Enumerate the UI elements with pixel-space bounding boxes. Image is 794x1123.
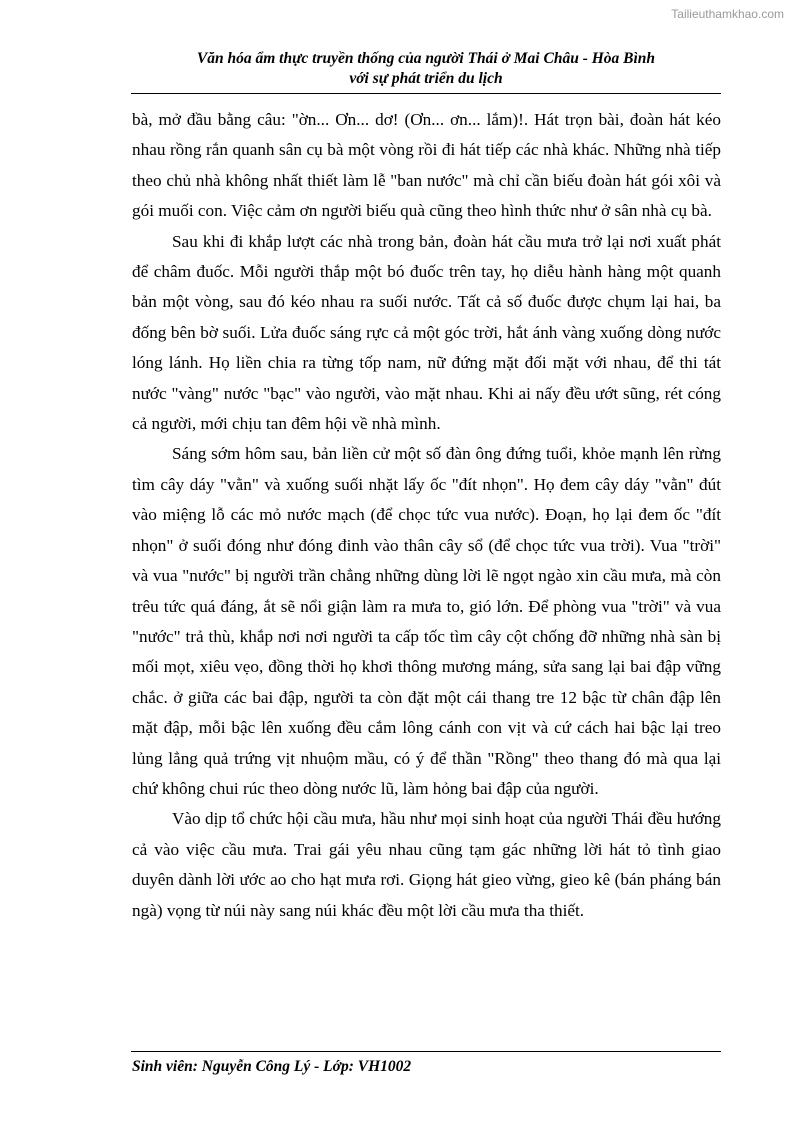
header-divider: [131, 93, 721, 94]
page-header: [131, 49, 721, 89]
header-title-line-2: với sự phát triển du lịch: [349, 70, 503, 87]
document-body: [132, 105, 721, 926]
paragraph-3: Sáng sớm hôm sau, bản liền cử một số đàn ông đứng tuổi, khỏe mạnh lên rừng tìm cây dáy "vằn" và xuống suối nhặt lấy ốc "đít nhọn". Họ đem cây dáy "vằn" đút vào miệng lỗ các mỏ nước mạch (để chọc tức vua nước). Đoạn, họ lại đem ốc "đít nhọn" ở suối đóng như đóng đinh vào thân cây sổ (để chọc tức vua trời). Vua "trời" và vua "nước" bị người trần chẳng những dùng lời lẽ ngọt ngào xin cầu mưa, mà còn trêu tức quá đáng, ắt sẽ nổi giận làm ra mưa to, gió lớn. Để phòng vua "trời" và vua "nước" trả thù, khắp nơi nơi người ta cấp tốc tìm cây cột chống đỡ những nhà sàn bị mối mọt, xiêu vẹo, đồng thời họ khơi thông mương máng, sửa sang lại bai đập vững chắc. ở giữa các bai đập, người ta còn đặt một cái thang tre 12 bậc từ chân đập lên mặt đập, mỗi bậc lên xuống đều cắm lông cánh con vịt và cứ cách hai bậc lại treo lủng lẳng quả trứng vịt nhuộm mầu, có ý để thần "Rồng" theo thang đó mà qua lại chứ không chui rúc theo dòng nước lũ, làm hỏng bai đập của người.: [132, 444, 721, 798]
header-title-line-1: Văn hóa ẩm thực truyền thống của người Thái ở Mai Châu - Hòa Bình: [196, 50, 656, 67]
footer-divider: [131, 1051, 721, 1052]
paragraph-4: Vào dịp tổ chức hội cầu mưa, hầu như mọi sinh hoạt của người Thái đều hướng cả vào việc cầu mưa. Trai gái yêu nhau cũng tạm gác những lời hát tỏ tình giao duyên dành lời ước ao cho hạt mưa rơi. Giọng hát gieo vừng, gieo kê (bán pháng bán ngà) vọng từ núi này sang núi khác đều một lời cầu mưa tha thiết.: [132, 809, 721, 920]
page-footer: Sinh viên: Nguyễn Công Lý - Lớp: VH1002: [132, 1058, 412, 1075]
paragraph-2: Sau khi đi khắp lượt các nhà trong bản, đoàn hát cầu mưa trở lại nơi xuất phát để châm đuốc. Mỗi người thắp một bó đuốc trên tay, họ diễu hành hàng một quanh bản một vòng, sau đó kéo nhau ra suối nước. Tất cả số đuốc được chụm lại hai, ba đống bên bờ suối. Lửa đuốc sáng rực cả một góc trời, hắt ánh vàng xuống dòng nước lóng lánh. Họ liền chia ra từng tốp nam, nữ đứng mặt đối mặt với nhau, để thi tát nước "vàng" nước "bạc" vào người, vào mặt nhau. Khi ai nấy đều ướt sũng, rét cóng cả người, mới chịu tan đêm hội về nhà mình.: [132, 231, 721, 434]
watermark-text: Tailieuthamkhao.com: [671, 7, 784, 21]
paragraph-1: bà, mở đầu bằng câu: "ờn... Ơn... dơ! (Ơn... ơn... lắm)!. Hát trọn bài, đoàn hát kéo nhau rồng rắn quanh sân cụ bà một vòng rồi đi hát tiếp các nhà khác. Những nhà tiếp theo chủ nhà không nhất thiết làm lễ "ban nước" mà chỉ cần biếu đoàn hát gói xôi và gói muối con. Việc cảm ơn người biếu quà cũng theo hình thức như ở sân nhà cụ bà.: [132, 110, 721, 221]
